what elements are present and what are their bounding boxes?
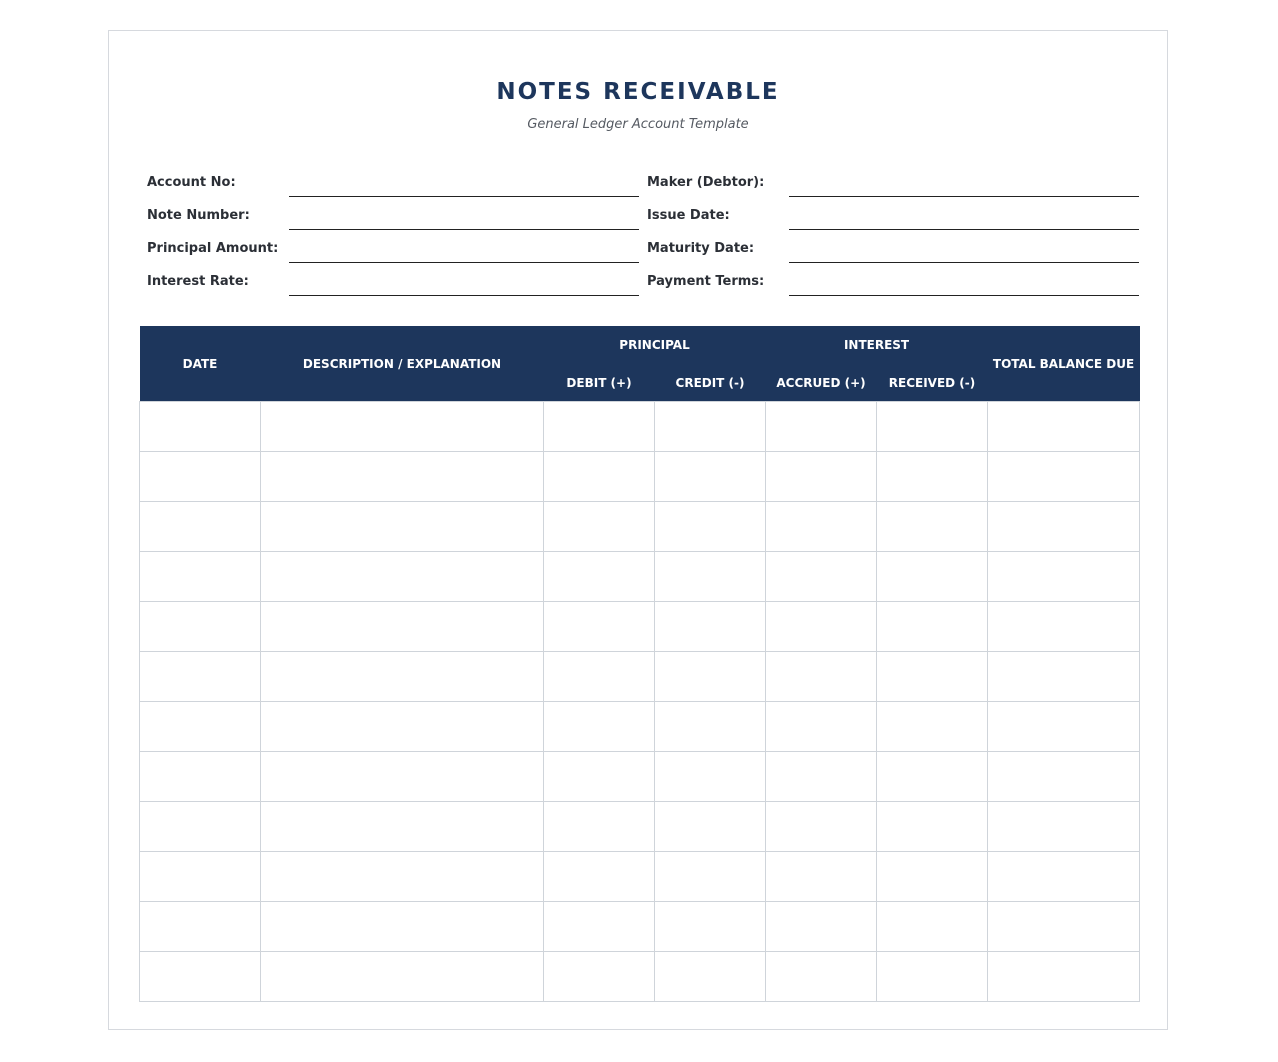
- description-cell[interactable]: [261, 702, 544, 752]
- date-cell[interactable]: [140, 652, 261, 702]
- principal-debit-cell[interactable]: [544, 902, 655, 952]
- description-cell[interactable]: [261, 652, 544, 702]
- account-no-label: Account No:: [147, 175, 236, 190]
- date-cell[interactable]: [140, 402, 261, 452]
- description-cell[interactable]: [261, 902, 544, 952]
- date-cell[interactable]: [140, 852, 261, 902]
- principal-debit-cell[interactable]: [544, 752, 655, 802]
- principal-debit-cell[interactable]: [544, 602, 655, 652]
- principal-amount-input[interactable]: [289, 231, 639, 263]
- total-balance-due-cell[interactable]: [988, 502, 1140, 552]
- description-cell[interactable]: [261, 452, 544, 502]
- interest-accrued-cell[interactable]: [766, 402, 877, 452]
- ledger-page: [108, 30, 1168, 1030]
- table-row: [140, 952, 1140, 1002]
- interest-accrued-cell[interactable]: [766, 852, 877, 902]
- maker-debtor-field: [647, 165, 1142, 198]
- table-row: [140, 502, 1140, 552]
- principal-debit-cell[interactable]: [544, 402, 655, 452]
- payment-terms-label: Payment Terms:: [647, 274, 765, 289]
- date-cell[interactable]: [140, 802, 261, 852]
- date-cell[interactable]: [140, 552, 261, 602]
- total-balance-due-cell[interactable]: [988, 852, 1140, 902]
- date-cell[interactable]: [140, 752, 261, 802]
- interest-received-cell[interactable]: [877, 502, 988, 552]
- interest-rate-input[interactable]: [289, 264, 639, 296]
- note-number-label: Note Number:: [147, 208, 250, 223]
- principal-debit-cell[interactable]: [544, 952, 655, 1002]
- principal-credit-cell[interactable]: [655, 602, 766, 652]
- principal-credit-cell[interactable]: [655, 452, 766, 502]
- header-date: DATE: [140, 326, 261, 402]
- interest-received-cell[interactable]: [877, 902, 988, 952]
- table-row: [140, 652, 1140, 702]
- principal-credit-cell[interactable]: [655, 802, 766, 852]
- header-description: DESCRIPTION / EXPLANATION: [261, 326, 544, 402]
- principal-credit-cell[interactable]: [655, 552, 766, 602]
- interest-rate-field: [147, 264, 642, 297]
- table-row: [140, 752, 1140, 802]
- total-balance-due-cell[interactable]: [988, 452, 1140, 502]
- page-subtitle: General Ledger Account Template: [527, 117, 749, 132]
- total-balance-due-cell[interactable]: [988, 802, 1140, 852]
- interest-rate-label: Interest Rate:: [147, 274, 249, 289]
- description-cell[interactable]: [261, 852, 544, 902]
- payment-terms-input[interactable]: [789, 264, 1139, 296]
- principal-debit-cell[interactable]: [544, 802, 655, 852]
- table-row: [140, 852, 1140, 902]
- principal-debit-cell[interactable]: [544, 502, 655, 552]
- ledger-table-body: [140, 402, 1140, 1002]
- description-cell[interactable]: [261, 502, 544, 552]
- description-cell[interactable]: [261, 802, 544, 852]
- interest-received-cell[interactable]: [877, 652, 988, 702]
- principal-credit-cell[interactable]: [655, 652, 766, 702]
- account-no-field: [147, 165, 642, 198]
- description-cell[interactable]: [261, 402, 544, 452]
- interest-received-cell[interactable]: [877, 452, 988, 502]
- ledger-table: [139, 326, 1140, 1002]
- note-number-input[interactable]: [289, 198, 639, 230]
- maturity-date-input[interactable]: [789, 231, 1139, 263]
- total-balance-due-cell[interactable]: [988, 602, 1140, 652]
- table-row: [140, 802, 1140, 852]
- interest-received-cell[interactable]: [877, 402, 988, 452]
- interest-received-cell[interactable]: [877, 602, 988, 652]
- interest-received-cell[interactable]: [877, 952, 988, 1002]
- date-cell[interactable]: [140, 502, 261, 552]
- page-title: NOTES RECEIVABLE: [496, 79, 780, 105]
- total-balance-due-cell[interactable]: [988, 552, 1140, 602]
- principal-amount-label: Principal Amount:: [147, 241, 279, 256]
- interest-received-cell[interactable]: [877, 752, 988, 802]
- header-principal-credit: CREDIT (-): [655, 364, 766, 402]
- principal-credit-cell[interactable]: [655, 402, 766, 452]
- header-total-balance-due: TOTAL BALANCE DUE: [988, 326, 1140, 402]
- ledger-table-header: [140, 326, 1140, 402]
- principal-debit-cell[interactable]: [544, 552, 655, 602]
- date-cell[interactable]: [140, 702, 261, 752]
- description-cell[interactable]: [261, 602, 544, 652]
- interest-accrued-cell[interactable]: [766, 702, 877, 752]
- principal-credit-cell[interactable]: [655, 852, 766, 902]
- total-balance-due-cell[interactable]: [988, 402, 1140, 452]
- date-cell[interactable]: [140, 452, 261, 502]
- issue-date-field: [647, 198, 1142, 231]
- maker-debtor-input[interactable]: [789, 165, 1139, 197]
- total-balance-due-cell[interactable]: [988, 952, 1140, 1002]
- description-cell[interactable]: [261, 752, 544, 802]
- description-cell[interactable]: [261, 952, 544, 1002]
- total-balance-due-cell[interactable]: [988, 752, 1140, 802]
- interest-accrued-cell[interactable]: [766, 802, 877, 852]
- interest-received-cell[interactable]: [877, 802, 988, 852]
- issue-date-label: Issue Date:: [647, 208, 730, 223]
- interest-accrued-cell[interactable]: [766, 552, 877, 602]
- maker-debtor-label: Maker (Debtor):: [647, 175, 765, 190]
- header-interest-received: RECEIVED (-): [877, 364, 988, 402]
- principal-credit-cell[interactable]: [655, 752, 766, 802]
- table-row: [140, 452, 1140, 502]
- maturity-date-field: [647, 231, 1142, 264]
- interest-accrued-cell[interactable]: [766, 602, 877, 652]
- total-balance-due-cell[interactable]: [988, 902, 1140, 952]
- principal-debit-cell[interactable]: [544, 452, 655, 502]
- interest-accrued-cell[interactable]: [766, 902, 877, 952]
- header-principal: PRINCIPAL: [544, 326, 766, 364]
- interest-accrued-cell[interactable]: [766, 502, 877, 552]
- interest-accrued-cell[interactable]: [766, 652, 877, 702]
- interest-received-cell[interactable]: [877, 852, 988, 902]
- table-row: [140, 402, 1140, 452]
- principal-debit-cell[interactable]: [544, 702, 655, 752]
- interest-received-cell[interactable]: [877, 702, 988, 752]
- header-interest-accrued: ACCRUED (+): [766, 364, 877, 402]
- principal-debit-cell[interactable]: [544, 652, 655, 702]
- principal-credit-cell[interactable]: [655, 702, 766, 752]
- total-balance-due-cell[interactable]: [988, 652, 1140, 702]
- issue-date-input[interactable]: [789, 198, 1139, 230]
- date-cell[interactable]: [140, 602, 261, 652]
- total-balance-due-cell[interactable]: [988, 702, 1140, 752]
- interest-accrued-cell[interactable]: [766, 952, 877, 1002]
- table-row: [140, 552, 1140, 602]
- interest-accrued-cell[interactable]: [766, 752, 877, 802]
- date-cell[interactable]: [140, 952, 261, 1002]
- table-row: [140, 602, 1140, 652]
- maturity-date-label: Maturity Date:: [647, 241, 755, 256]
- interest-received-cell[interactable]: [877, 552, 988, 602]
- description-cell[interactable]: [261, 552, 544, 602]
- header-principal-debit: DEBIT (+): [544, 364, 655, 402]
- table-row: [140, 902, 1140, 952]
- payment-terms-field: [647, 264, 1142, 297]
- header-interest: INTEREST: [766, 326, 988, 364]
- account-no-input[interactable]: [289, 165, 639, 197]
- note-number-field: [147, 198, 642, 231]
- principal-credit-cell[interactable]: [655, 902, 766, 952]
- table-row: [140, 702, 1140, 752]
- principal-debit-cell[interactable]: [544, 852, 655, 902]
- principal-credit-cell[interactable]: [655, 952, 766, 1002]
- interest-accrued-cell[interactable]: [766, 452, 877, 502]
- principal-amount-field: [147, 231, 642, 264]
- principal-credit-cell[interactable]: [655, 502, 766, 552]
- date-cell[interactable]: [140, 902, 261, 952]
